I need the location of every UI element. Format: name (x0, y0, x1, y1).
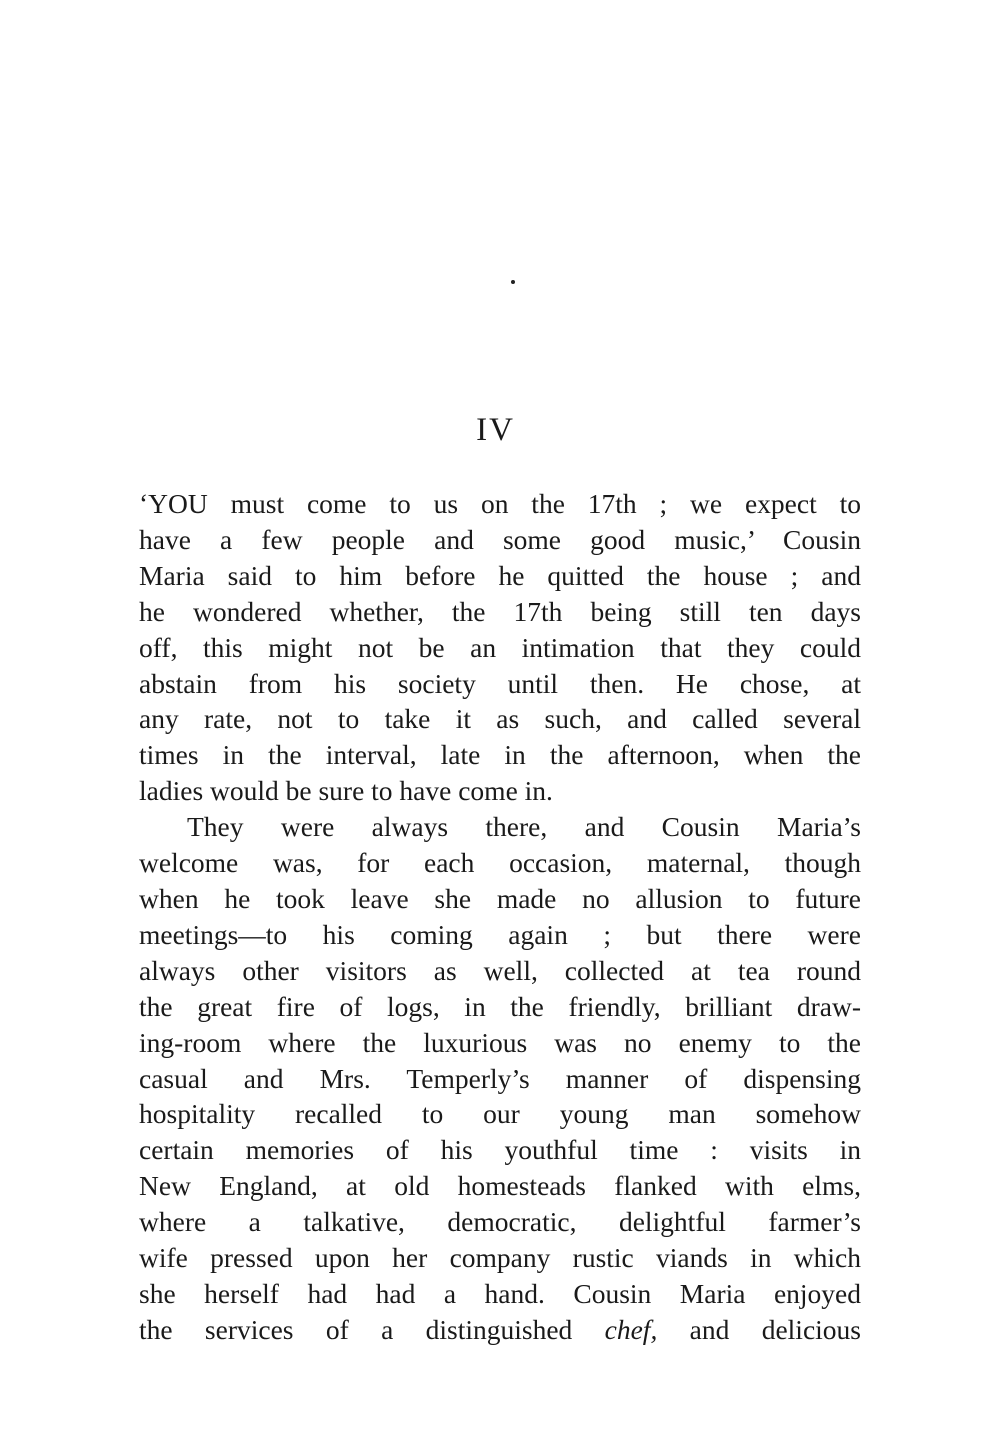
text-line-final (139, 1312, 861, 1348)
paragraph-2 (139, 809, 861, 1348)
text-line: any rate, not to take it as such, and called several (139, 703, 861, 735)
text-line: the great fire of logs, in the friendly, brilliant draw- (139, 990, 861, 1022)
text-line: abstain from his society until then. He chose, at (139, 667, 861, 699)
text-segment: and delicious (657, 1313, 861, 1345)
text-line: always other visitors as well, collected at tea round (139, 954, 861, 986)
text-line: he wondered whether, the 17th being still ten days (139, 595, 861, 627)
text-line: times in the interval, late in the afternoon, when the (139, 739, 861, 771)
text-line: have a few people and some good music,’ Cousin (139, 523, 861, 555)
text-line: Maria said to him before he quitted the house ; and (139, 559, 861, 591)
text-line: certain memories of his youthful time : visits in (139, 1134, 861, 1166)
text-line: hospitality recalled to our young man somehow (139, 1098, 861, 1130)
text-line: New England, at old homesteads flanked with elms, (139, 1170, 861, 1202)
printer-mark-dot (511, 280, 515, 284)
text-line: They were always there, and Cousin Maria’s (187, 811, 861, 843)
chapter-body (139, 486, 861, 1348)
text-line: where a talkative, democratic, delightful farmer’s (139, 1206, 861, 1238)
text-line: off, this might not be an intimation that they could (139, 631, 861, 663)
text-segment: the services of a distinguished (139, 1313, 605, 1345)
text-line: welcome was, for each occasion, maternal, though (139, 847, 861, 879)
chapter-heading: IV (476, 412, 515, 448)
paragraph-1 (139, 486, 861, 809)
text-line: when he took leave she made no allusion to future (139, 882, 861, 914)
text-line: ladies would be sure to have come in. (139, 775, 553, 807)
text-line: she herself had had a hand. Cousin Maria enjoyed (139, 1277, 861, 1309)
text-line: meetings—to his coming again ; but there were (139, 918, 861, 950)
italic-word: chef, (604, 1313, 658, 1345)
text-line: ‘YOU must come to us on the 17th ; we expect to (139, 488, 861, 519)
text-line: casual and Mrs. Temperly’s manner of dispensing (139, 1062, 861, 1094)
text-line: wife pressed upon her company rustic viands in which (139, 1242, 861, 1274)
text-line: ing-room where the luxurious was no enemy to the (139, 1026, 861, 1058)
